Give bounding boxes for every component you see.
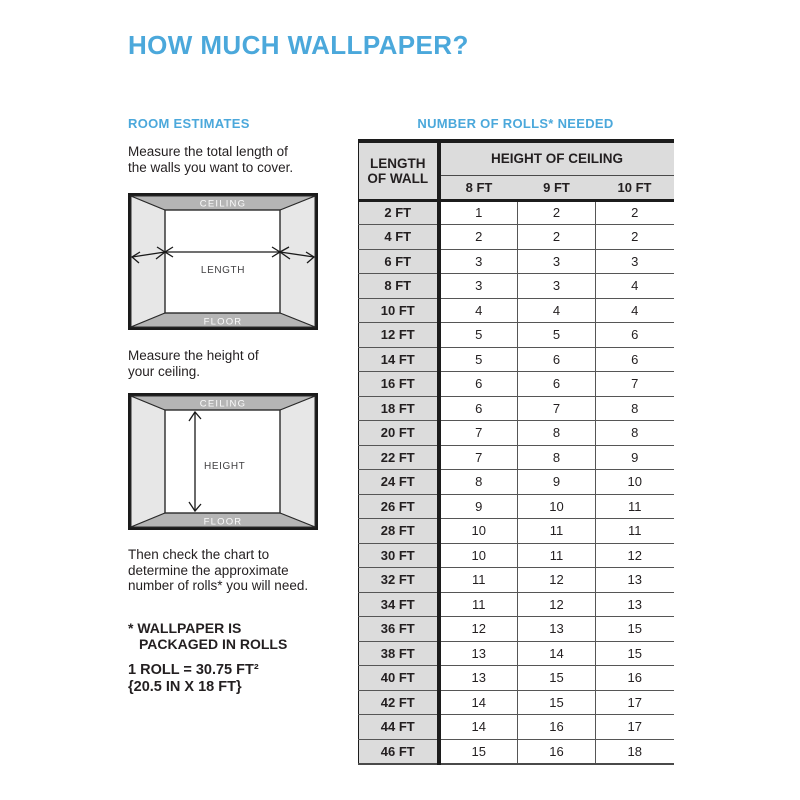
wall-length-cell: 46 FT [359,739,439,764]
rolls-count-cell: 7 [439,421,518,446]
rolls-count-cell: 7 [596,372,674,397]
rolls-count-cell: 3 [439,249,518,274]
wall-length-cell: 24 FT [359,470,439,495]
table-row [359,200,674,225]
rolls-count-cell: 11 [596,494,674,519]
page-title: HOW MUCH WALLPAPER? [128,30,469,60]
rolls-count-cell: 2 [518,200,596,225]
wall-length-cell: 8 FT [359,274,439,299]
rolls-count-cell: 5 [439,347,518,372]
table-header-row-1 [359,141,674,175]
floor-label: FLOOR [203,316,243,328]
rolls-count-cell: 11 [596,519,674,544]
wall-length-cell: 34 FT [359,592,439,617]
rolls-count-cell: 6 [518,372,596,397]
rolls-count-cell: 10 [518,494,596,519]
rolls-count-cell: 4 [596,274,674,299]
rolls-count-cell: 11 [518,543,596,568]
step3-text [128,547,308,594]
rolls-count-cell: 8 [518,421,596,446]
rolls-table-body [359,200,674,764]
wall-length-cell: 44 FT [359,715,439,740]
table-row [359,298,674,323]
step3-line1: Then check the chart to [128,547,270,562]
height-room-diagram [128,393,318,530]
rolls-count-cell: 13 [596,568,674,593]
step2-line1: Measure the height of [128,348,259,363]
rolls-count-cell: 15 [596,641,674,666]
height-label: HEIGHT [204,461,246,472]
wall-length-cell: 12 FT [359,323,439,348]
wall-length-cell: 20 FT [359,421,439,446]
rolls-count-cell: 2 [596,225,674,250]
wall-length-cell: 30 FT [359,543,439,568]
table-row [359,641,674,666]
rolls-count-cell: 12 [518,568,596,593]
rolls-count-cell: 13 [596,592,674,617]
rolls-needed-table [358,139,674,765]
rolls-count-cell: 13 [518,617,596,642]
rolls-needed-heading: NUMBER OF ROLLS* NEEDED [417,116,614,131]
rolls-count-cell: 14 [439,715,518,740]
rolls-count-cell: 10 [439,543,518,568]
rolls-count-cell: 13 [439,641,518,666]
rolls-count-cell: 2 [518,225,596,250]
room-estimates-heading: ROOM ESTIMATES [128,116,250,131]
length-of-wall-header [359,141,439,200]
col-header-8ft: 8 FT [439,175,518,200]
table-row [359,274,674,299]
length-header-line2: OF WALL [367,170,429,186]
rolls-count-cell: 4 [518,298,596,323]
step1-line1: Measure the total length of [128,144,288,159]
rolls-count-cell: 4 [596,298,674,323]
rolls-count-cell: 15 [439,739,518,764]
step3-line3: number of rolls* you will need. [128,578,309,593]
wall-length-cell: 2 FT [359,200,439,225]
table-row [359,690,674,715]
back-wall [165,210,280,313]
rolls-count-cell: 16 [518,715,596,740]
rolls-count-cell: 14 [439,690,518,715]
right-wall [280,396,315,527]
table-row [359,445,674,470]
footnote-line2: PACKAGED IN ROLLS [139,636,288,652]
rolls-count-cell: 11 [439,592,518,617]
table-row [359,568,674,593]
table-row [359,323,674,348]
table-row [359,519,674,544]
wall-length-cell: 14 FT [359,347,439,372]
rolls-count-cell: 5 [439,323,518,348]
rolls-count-cell: 17 [596,690,674,715]
roll-size-line2: {20.5 IN X 18 FT} [128,679,242,695]
height-of-ceiling-header: HEIGHT OF CEILING [439,141,674,175]
wall-length-cell: 6 FT [359,249,439,274]
wall-length-cell: 10 FT [359,298,439,323]
rolls-count-cell: 3 [439,274,518,299]
table-row [359,592,674,617]
rolls-count-cell: 2 [439,225,518,250]
wall-length-cell: 28 FT [359,519,439,544]
step3-line2: determine the approximate [128,562,289,578]
rolls-count-cell: 9 [596,445,674,470]
rolls-count-cell: 14 [518,641,596,666]
table-row [359,617,674,642]
table-row [359,666,674,691]
wall-length-cell: 16 FT [359,372,439,397]
wall-length-cell: 32 FT [359,568,439,593]
wall-length-cell: 4 FT [359,225,439,250]
rolls-count-cell: 3 [596,249,674,274]
wall-length-cell: 18 FT [359,396,439,421]
rolls-count-cell: 12 [518,592,596,617]
rolls-count-cell: 11 [439,568,518,593]
rolls-count-cell: 6 [439,372,518,397]
rolls-count-cell: 12 [596,543,674,568]
footnote-line1: * WALLPAPER IS [128,620,242,636]
rolls-count-cell: 7 [439,445,518,470]
step1-text [128,144,293,175]
rolls-count-cell: 3 [518,249,596,274]
left-wall [131,196,165,327]
rolls-count-cell: 9 [518,470,596,495]
rolls-count-cell: 3 [518,274,596,299]
right-wall [280,196,315,327]
rolls-count-cell: 6 [518,347,596,372]
rolls-count-cell: 8 [596,396,674,421]
rolls-count-cell: 1 [439,200,518,225]
step1-line2: the walls you want to cover. [128,159,294,175]
rolls-count-cell: 15 [518,666,596,691]
col-header-10ft: 10 FT [596,175,674,200]
table-row [359,225,674,250]
rolls-count-cell: 17 [596,715,674,740]
rolls-count-cell: 12 [439,617,518,642]
left-wall [131,396,165,527]
table-row [359,249,674,274]
wall-length-cell: 36 FT [359,617,439,642]
rolls-count-cell: 8 [518,445,596,470]
rolls-count-cell: 15 [596,617,674,642]
table-row [359,372,674,397]
wall-length-cell: 38 FT [359,641,439,666]
wall-length-cell: 22 FT [359,445,439,470]
rolls-count-cell: 6 [439,396,518,421]
length-label: LENGTH [200,265,246,276]
floor-label: FLOOR [203,516,243,528]
table-row [359,470,674,495]
table-row [359,715,674,740]
table-row [359,739,674,764]
step2-line2: your ceiling. [128,363,201,379]
rolls-count-cell: 15 [518,690,596,715]
rolls-footnote [128,620,287,652]
rolls-count-cell: 4 [439,298,518,323]
rolls-count-cell: 8 [596,421,674,446]
rolls-count-cell: 9 [439,494,518,519]
table-row [359,396,674,421]
table-row [359,347,674,372]
wall-length-cell: 42 FT [359,690,439,715]
rolls-count-cell: 16 [596,666,674,691]
rolls-count-cell: 6 [596,347,674,372]
step2-text [128,348,259,379]
rolls-count-cell: 10 [596,470,674,495]
rolls-count-cell: 6 [596,323,674,348]
wall-length-cell: 40 FT [359,666,439,691]
rolls-count-cell: 7 [518,396,596,421]
rolls-count-cell: 10 [439,519,518,544]
length-header-line1: LENGTH [370,155,426,171]
rolls-count-cell: 11 [518,519,596,544]
rolls-count-cell: 5 [518,323,596,348]
wall-length-cell: 26 FT [359,494,439,519]
table-row [359,421,674,446]
roll-size-line1: 1 ROLL = 30.75 FT² [128,662,259,678]
rolls-count-cell: 16 [518,739,596,764]
rolls-count-cell: 2 [596,200,674,225]
col-header-9ft: 9 FT [518,175,596,200]
rolls-count-cell: 13 [439,666,518,691]
ceiling-label: CEILING [199,198,247,210]
table-row [359,494,674,519]
table-row [359,543,674,568]
rolls-count-cell: 8 [439,470,518,495]
roll-size-info [128,662,259,696]
ceiling-label: CEILING [199,398,247,410]
rolls-count-cell: 18 [596,739,674,764]
length-room-diagram [128,193,318,330]
